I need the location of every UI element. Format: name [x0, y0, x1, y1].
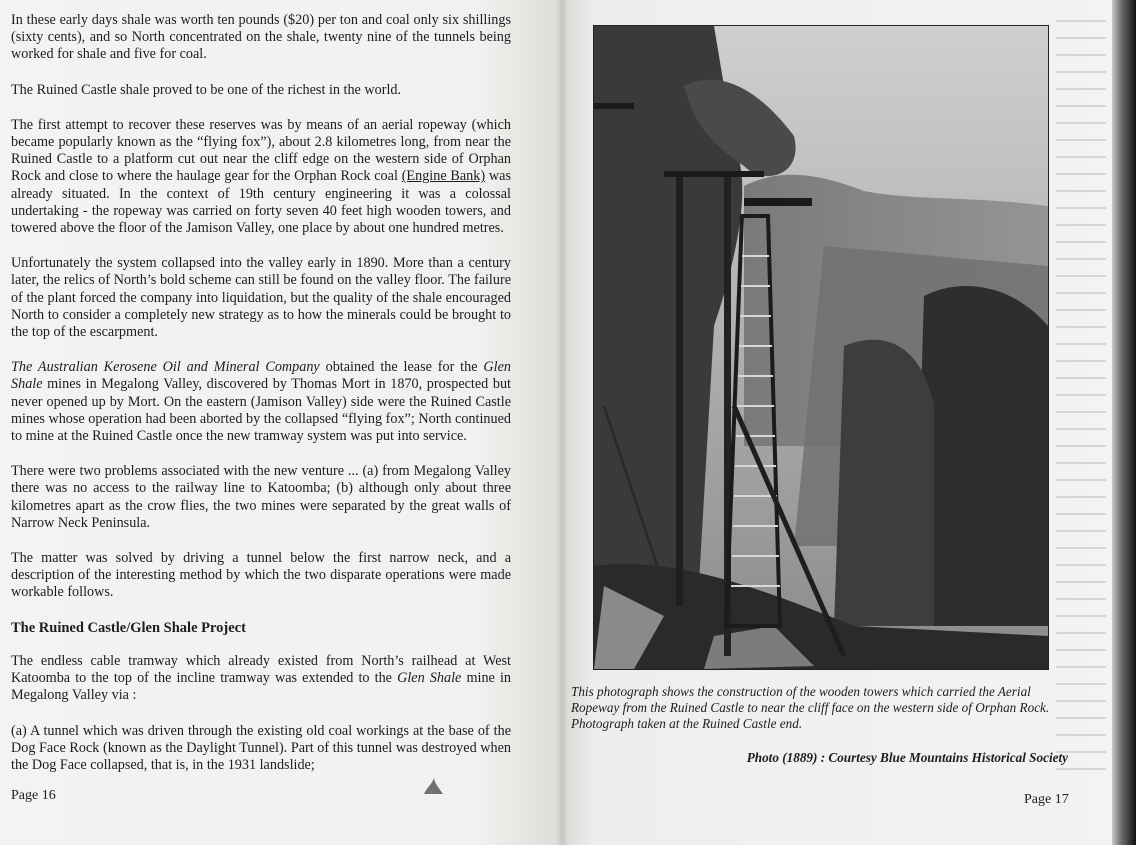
paragraph-aerial-ropeway [11, 117, 511, 237]
glen-shale-italic: Glen Shale [11, 359, 511, 393]
bleed-through-text [1056, 20, 1106, 780]
tramway-text-start: The endless cable tramway which already existed from North’s railhead at West Katoomba to the top of the incline tramway was extended to the [11, 652, 511, 687]
ropeway-text-start: The first attempt to recover these reserves was by means of an aerial ropeway (which became popularly known as the “flying fox”), about 2.8 kilometres long, from near the Ruined Castle to a platform cut out near the cliff edge on the western side of Orphan Rock and close to where the haulage gear for the Orphan Rock coal [11, 116, 511, 185]
company-text-rest: mines in Megalong Valley, discovered by Thomas Mort in 1870, prospected but never opened up by Mort. On the eastern (Jamison Valley) side were the Ruined Castle mines whose operation had been aborted by the collapsed “flying fox”; North continued to mine at the Ruined Castle once the new tramway system was put into service. [11, 376, 511, 445]
paragraph-tunnel-solution: The matter was solved by driving a tunnel below the first narrow neck, and a description of the interesting method by which the two disparate operations were made workable follows. [11, 550, 511, 601]
glen-shale-italic-2: Glen Shale [397, 670, 462, 687]
ropeway-text-end: was already situated. In the context of 19th century engineering it was a colossal undertaking - the ropeway was carried on forty seven 40 feet high wooden towers, and towered above the floor of the Jamison Valley, one place by about one hundred metres. [11, 168, 511, 237]
paragraph-shale-prices: In these early days shale was worth ten pounds ($20) per ton and coal only six shillings (sixty cents), and so North concentrated on the shale, twenty nine of the tunnels being worked for shale and five for coal. [11, 12, 511, 63]
book-gutter [556, 0, 568, 845]
photo-image [594, 26, 1048, 669]
section-heading: The Ruined Castle/Glen Shale Project [11, 619, 246, 636]
paragraph-kerosene-company [11, 359, 511, 445]
company-text-mid: obtained the lease for the [319, 359, 484, 376]
paragraph-two-problems: There were two problems associated with the new venture ... (a) from Megalong Valley there was no access to the railway line to Katoomba; (b) although only about three kilometres apart as the crow flies, the two mines were separated by the great walls of Narrow Neck Peninsula. [11, 463, 511, 531]
paragraph-cable-tramway [11, 653, 511, 705]
page-number-left: Page 16 [11, 788, 56, 803]
photo-caption: This photograph shows the construction of the wooden towers which carried the Aerial Ropeway from the Ruined Castle to near the cliff face on the western side of Orphan Rock. Photograph taken at the Ruined Castle end. [571, 684, 1050, 732]
page-edge-shadow [1112, 0, 1136, 845]
left-text-column [11, 12, 511, 792]
company-name-italic: The Australian Kerosene Oil and Mineral Company [11, 359, 320, 376]
paragraph-system-collapse: Unfortunately the system collapsed into the valley early in 1890. More than a century later, the relics of North’s bold scheme can still be found on the valley floor. The failure of the plant forced the company into liquidation, but the quality of the shale encouraged North to consider a completely new strategy as to how the minerals could be brought to the top of the escarpment. [11, 255, 511, 341]
photo-credit: Photo (1889) : Courtesy Blue Mountains Historical Society [746, 750, 1068, 765]
tramway-text-end: mine in Megalong Valley via : [11, 670, 511, 704]
paragraph-richest-shale: The Ruined Castle shale proved to be one of the richest in the world. [11, 81, 402, 98]
engine-bank-underlined: (Engine Bank) [401, 168, 486, 185]
page-number-right: Page 17 [1024, 792, 1069, 807]
historic-photograph [593, 25, 1049, 670]
paragraph-daylight-tunnel: (a) A tunnel which was driven through the existing old coal workings at the base of the Dog Face Rock (known as the Daylight Tunnel). Part of this tunnel was destroyed when the Dog Face collapsed, that is, in the 1931 landslide; [11, 722, 511, 773]
ornament-icon [420, 776, 446, 798]
